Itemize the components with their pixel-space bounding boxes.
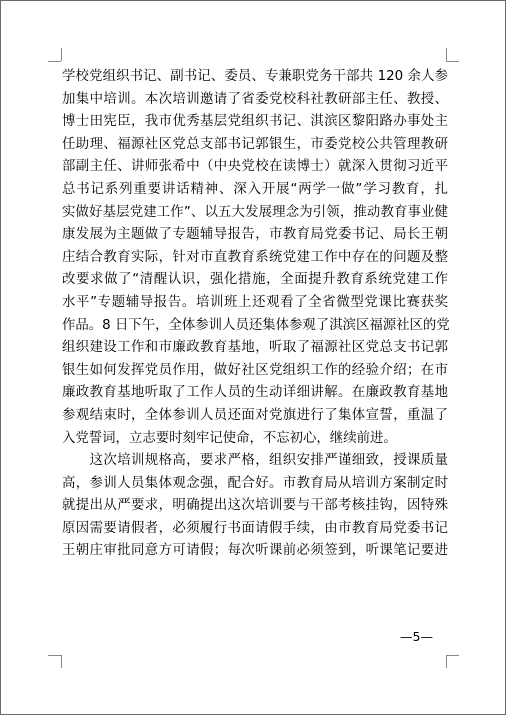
- text-line: 学校党组织书记、副书记、委员、专兼职党务干部共 120 余人参: [62, 69, 448, 84]
- text-line: 就提出从严要求，明确提出这次培训要与干部考核挂钩，因特殊: [62, 498, 448, 514]
- text-line: 博士田宪臣，我市优秀基层党组织书记、淇滨区黎阳路办事处主: [62, 114, 448, 130]
- text-line: 康发展为主题做了专题辅导报告，市教育局党委书记、局长王朝: [62, 227, 448, 243]
- text-line: 入党誓词，立志要时刻牢记使命，不忘初心，继续前进。: [62, 430, 397, 446]
- text-line: 组织建设工作和市廉政教育基地，听取了福源社区党总支书记郭: [62, 340, 448, 356]
- text-line: 高，参训人员集体观念强，配合好。市教育局从培训方案制定时: [62, 475, 448, 491]
- text-line: 参观结束时，全体参训人员还面对党旗进行了集体宣誓，重温了: [62, 407, 448, 423]
- text-line: 原因需要请假者，必须履行书面请假手续，由市教育局党委书记: [62, 520, 448, 536]
- text-line: 实做好基层党建工作”、以五大发展理念为引领，推动教育事业健: [62, 204, 448, 220]
- text-line: 部副主任、讲师张希中（中央党校在读博士）就深入贯彻习近平: [62, 159, 448, 175]
- page-number: —5—: [400, 629, 433, 644]
- text-line: 银生如何发挥党员作用，做好社区党组织工作的经验介绍；在市: [62, 362, 448, 378]
- text-line: 庄结合教育实际，针对市直教育系统党建工作中存在的问题及整: [62, 249, 448, 265]
- text-line: 改要求做了“清醒认识，强化措施，全面提升教育系统党建工作: [62, 272, 448, 288]
- text-line: 廉政教育基地听取了工作人员的生动详细讲解。在廉政教育基地: [62, 385, 448, 401]
- text-line: 这次培训规格高，要求严格，组织安排严谨细致，授课质量: [62, 453, 448, 469]
- text-line: 水平”专题辅导报告。培训班上还观看了全省微型党课比赛获奖: [62, 294, 448, 310]
- text-line: 总书记系列重要讲话精神、深入开展“两学一做”学习教育，扎: [62, 181, 448, 197]
- body-text: [62, 66, 448, 563]
- text-line: 作品。8 日下午，全体参训人员还集体参观了淇滨区福源社区的党: [62, 317, 450, 333]
- text-line: 王朝庄审批同意方可请假；每次听课前必须签到，听课笔记要进: [62, 543, 448, 559]
- text-line: 任助理、福源社区党总支部书记郭银生，市委党校公共管理教研: [62, 136, 448, 152]
- text-line: 加集中培训。本次培训邀请了省委党校科社教研部主任、教授、: [62, 91, 448, 107]
